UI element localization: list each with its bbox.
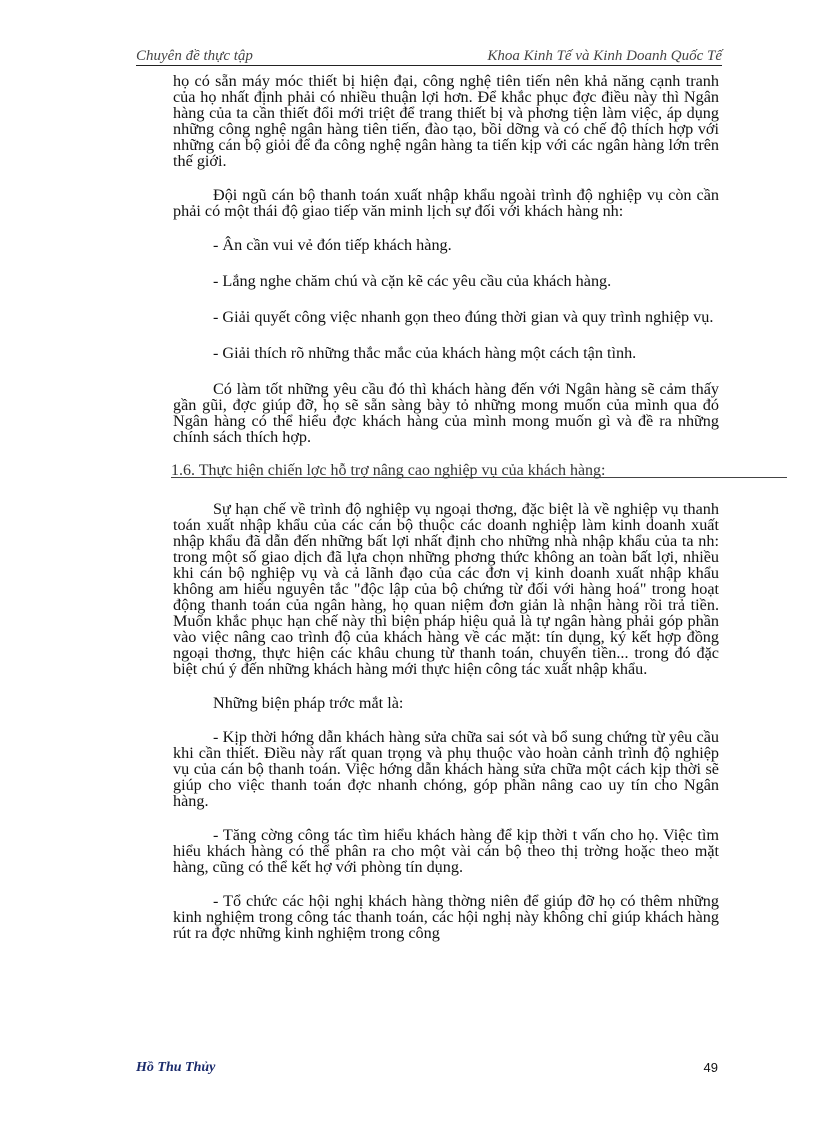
list-item: - Ân cần vui vẻ đón tiếp khách hàng. xyxy=(213,236,452,254)
list-item: - Kịp thời hớng dẫn khách hàng sửa chữa sai sót và bổ sung chứng từ yêu cầu khi cần thiết. Điều này rất quan trọng và phụ thuộc vào hoàn cảnh trình độ nghiệp vụ của cán bộ thanh toán. Việc hớng dẫn khách hàng sửa chữa một cách kịp thời sẽ giúp cho việc thanh toán đợc nhanh chóng, góp phần nâng cao uy tín cho Ngân hàng. xyxy=(173,728,719,810)
header-rule xyxy=(136,65,722,66)
paragraph: Có làm tốt những yêu cầu đó thì khách hàng đến với Ngân hàng sẽ cảm thấy gần gũi, đợc giúp đỡ, họ sẽ sẵn sàng bày tỏ những mong muốn của mình qua đó Ngân hàng có thể hiểu đợc khách hàng của mình mong muốn gì và đề ra những chính sách thích hợp. xyxy=(173,380,719,446)
section-heading xyxy=(171,463,719,479)
header-right-title: Khoa Kinh Tế và Kinh Doanh Quốc Tế xyxy=(487,48,722,64)
paragraph: Những biện pháp trớc mắt là: xyxy=(213,694,404,712)
list-item: - Lắng nghe chăm chú và cặn kẽ các yêu cầu của khách hàng. xyxy=(213,272,612,290)
header-left-title: Chuyên đề thực tập xyxy=(136,48,253,64)
document-body xyxy=(173,73,719,959)
page-header xyxy=(136,44,722,66)
list-item: - Tổ chức các hội nghị khách hàng thờng niên để giúp đỡ họ có thêm những kinh nghiệm trong công tác thanh toán, các hội nghị này không chỉ giúp khách hàng rút ra đợc những kinh nghiệm trong công xyxy=(173,892,719,942)
paragraph: Sự hạn chế về trình độ nghiệp vụ ngoại thơng, đặc biệt là về nghiệp vụ thanh toán xuất nhập khẩu của các cán bộ thuộc các doanh nghiệp làm kinh doanh xuất nhập khẩu đã dẫn đến những bất lợi nhất định cho những nhà nhập khẩu của ta nh: trong một số giao dịch đã lựa chọn những phơng thức không an toàn bất lợi, nhiều khi cán bộ nghiệp vụ và cả lãnh đạo của các đơn vị kinh doanh xuất nhập khẩu không am hiểu nguyên tắc "độc lập của bộ chứng từ đối với hàng hoá" trong hoạt động thanh toán của ngân hàng, họ quan niệm đơn giản là nhận hàng rồi trả tiền. Muốn khắc phục hạn chế này thì biện pháp hiệu quả là tự ngân hàng phải góp phần vào việc nâng cao trình độ của khách hàng về các mặt: tín dụng, ký kết hợp đồng ngoại thơng, thực hiện các khâu chung từ thanh toán, chuyển tiền... trong đó đặc biệt chú ý đến những khách hàng mới thực hiện công tác xuất nhập khẩu. xyxy=(173,500,719,678)
section-heading-text: 1.6. Thực hiện chiến lợc hỗ trợ nâng cao nghiệp vụ của khách hàng: xyxy=(171,462,606,479)
author-name: Hồ Thu Thủy xyxy=(136,1060,216,1075)
list-item: - Giải quyết công việc nhanh gọn theo đúng thời gian và quy trình nghiệp vụ. xyxy=(213,308,714,326)
list-item: - Tăng cờng công tác tìm hiểu khách hàng để kịp thời t vấn cho họ. Việc tìm hiểu khách hàng có thể phân ra cho một vài cán bộ theo thị trờng hoặc theo mặt hàng, cũng có thể kết hợ với phòng tín dụng. xyxy=(173,826,719,876)
section-heading-underline xyxy=(171,477,787,478)
page-footer xyxy=(136,1060,718,1080)
paragraph: họ có sẵn máy móc thiết bị hiện đại, công nghệ tiên tiến nên khả năng cạnh tranh của họ nhất định phải có nhiều thuận lợi hơn. Để khắc phục đợc điều này thì Ngân hàng của ta cần thiết đổi mới triệt để trang thiết bị và phơng tiện làm việc, áp dụng những công nghệ ngân hàng tiên tiến, đào tạo, bồi dỡng và có chế độ thích hợp với những cán bộ giỏi để đa công nghệ ngân hàng ta tiến kịp với các ngân hàng lớn trên thế giới. xyxy=(173,72,719,170)
list-item: - Giải thích rõ những thắc mắc của khách hàng một cách tận tình. xyxy=(213,344,637,362)
page-number: 49 xyxy=(703,1060,718,1075)
paragraph: Đội ngũ cán bộ thanh toán xuất nhập khẩu ngoài trình độ nghiệp vụ còn cần phải có một thái độ giao tiếp văn minh lịch sự đối với khách hàng nh: xyxy=(173,186,719,220)
